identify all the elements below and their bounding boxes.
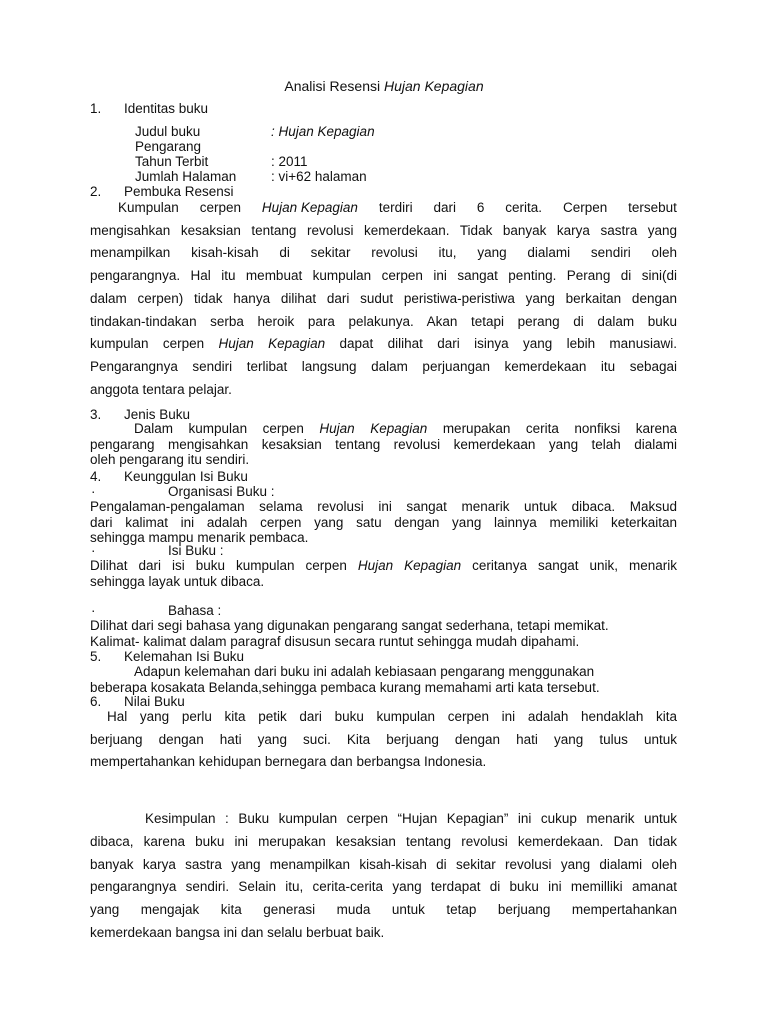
paragraph-line: mengisahkan kesaksian tentang revolusi kemerdekaan. Tidak banyak karya sastra yang — [90, 222, 677, 238]
paragraph-line: Dilihat dari isi buku kumpulan cerpen Hujan Kepagian ceritanya sangat unik, menarik — [90, 558, 677, 573]
bullet-bahasa: · — [91, 603, 96, 618]
paragraph-line: sehingga mampu menarik pembaca. — [90, 530, 309, 546]
paragraph-nilai — [90, 706, 677, 774]
paragraph-isi — [90, 558, 677, 589]
jumlah-label: Jumlah Halaman — [135, 169, 237, 184]
heading-isi: Isi Buku : — [168, 543, 224, 558]
paragraph-organisasi — [90, 499, 677, 546]
section-5-number: 5. — [90, 649, 102, 664]
paragraph-kelemahan — [90, 664, 677, 695]
paragraph-line: dalam cerpen) tidak hanya dilihat dari sudut peristiwa-peristiwa yang berkaitan dengan — [90, 290, 677, 306]
paragraph-line: Dalam kumpulan cerpen Hujan Kepagian merupakan cerita nonfiksi karena — [134, 421, 677, 436]
paragraph-line: pengarangnya. Hal itu membuat kumpulan cerpen ini sangat penting. Perang di sini(di — [90, 268, 677, 284]
judul-value: : Hujan Kepagian — [271, 124, 375, 139]
paragraph-line: Dilihat dari segi bahasa yang digunakan pengarang sangat sederhana, tetapi memikat. — [90, 618, 609, 633]
jumlah-value: : vi+62 halaman — [271, 169, 367, 184]
section-6-label: Nilai Buku — [124, 694, 185, 709]
heading-bahasa: Bahasa : — [168, 603, 222, 618]
section-1-label: Identitas buku — [124, 101, 209, 116]
pengarang-label: Pengarang — [135, 139, 202, 154]
title-prefix: Analisi Resensi — [284, 78, 381, 94]
paragraph-line: Hal yang perlu kita petik dari buku kumpulan cerpen ini adalah hendaklah kita — [107, 709, 677, 724]
paragraph-line: menampilkan kisah-kisah di sekitar revolusi itu, yang dialami sendiri oleh — [90, 245, 677, 261]
paragraph-line: kemerdekaan bangsa ini dan selalu berbuat baik. — [90, 924, 385, 940]
paragraph-line: tindakan-tindakan serba heroik para pelakunya. Akan tetapi perang di dalam buku — [90, 313, 677, 329]
paragraph-kesimpulan — [90, 808, 677, 945]
paragraph-line: Adapun kelemahan dari buku ini adalah kebiasaan pengarang menggunakan — [134, 664, 595, 679]
paragraph-line: pengarang mengisahkan kesaksian tentang revolusi kemerdekaan yang telah dialami — [90, 436, 677, 452]
paragraph-line: Pengarangnya sendiri terlibat langsung dalam perjuangan kemerdekaan itu sebagai — [90, 358, 677, 374]
paragraph-line: beberapa kosakata Belanda,sehingga pembaca kurang memahami arti kata tersebut. — [90, 679, 600, 695]
bullet-isi: · — [91, 543, 96, 558]
paragraph-line: Kesimpulan : Buku kumpulan cerpen “Hujan Kepagian” ini cukup menarik untuk — [145, 811, 677, 826]
section-3-number: 3. — [90, 407, 102, 422]
paragraph-pembuka — [90, 197, 677, 401]
paragraph-line: Pengalaman-pengalaman selama revolusi ini sangat menarik untuk dibaca. Maksud — [90, 499, 677, 514]
section-4-label: Keunggulan Isi Buku — [124, 469, 248, 484]
paragraph-line: yang mengajak kita generasi muda untuk tetap berjuang mempertahankan — [90, 902, 677, 918]
bullet-organisasi: · — [91, 484, 96, 499]
section-5-label: Kelemahan Isi Buku — [124, 649, 245, 664]
paragraph-line: Kumpulan cerpen Hujan Kepagian terdiri dari 6 cerita. Cerpen tersebut — [118, 200, 677, 215]
paragraph-line: mempertahankan kehidupan bernegara dan berbangsa Indonesia. — [90, 754, 487, 770]
paragraph-line: dibaca, karena buku ini merupakan kesaksian tentang revolusi kemerdekaan. Dan tidak — [90, 833, 677, 849]
paragraph-line: banyak karya sastra yang menampilkan kisah-kisah di sekitar revolusi yang dialami oleh — [90, 856, 677, 872]
judul-label: Judul buku — [135, 124, 201, 139]
page-title — [0, 78, 768, 95]
paragraph-jenis — [90, 421, 677, 468]
paragraph-line: kumpulan cerpen Hujan Kepagian dapat dilihat dari isinya yang lebih manusiawi. — [90, 336, 677, 352]
section-6-number: 6. — [90, 694, 102, 709]
paragraph-line: sehingga layak untuk dibaca. — [90, 573, 265, 589]
paragraph-line: Kalimat- kalimat dalam paragraf disusun secara runtut sehingga mudah dipahami. — [90, 633, 580, 649]
title-italic: Hujan Kepagian — [383, 78, 484, 94]
paragraph-line: oleh pengarang itu sendiri. — [90, 452, 250, 468]
tahun-value: : 2011 — [271, 154, 308, 169]
section-4-number: 4. — [90, 469, 102, 484]
paragraph-line: pengarangnya sendiri. Selain itu, cerita-cerita yang terdapat di buku ini memilliki amanat — [90, 879, 677, 895]
section-1-number: 1. — [90, 101, 102, 116]
paragraph-line: anggota tentara pelajar. — [90, 381, 232, 397]
section-2-label: Pembuka Resensi — [124, 184, 234, 199]
paragraph-line: dari kalimat ini adalah cerpen yang satu dengan yang lainnya memiliki keterkaitan — [90, 514, 677, 530]
section-2-number: 2. — [90, 184, 102, 199]
heading-organisasi: Organisasi Buku : — [168, 484, 275, 499]
paragraph-bahasa — [90, 618, 677, 649]
section-3-label: Jenis Buku — [124, 407, 191, 422]
paragraph-line: berjuang dengan hati yang suci. Kita berjuang dengan hati yang tulus untuk — [90, 731, 677, 747]
tahun-label: Tahun Terbit — [135, 154, 209, 169]
